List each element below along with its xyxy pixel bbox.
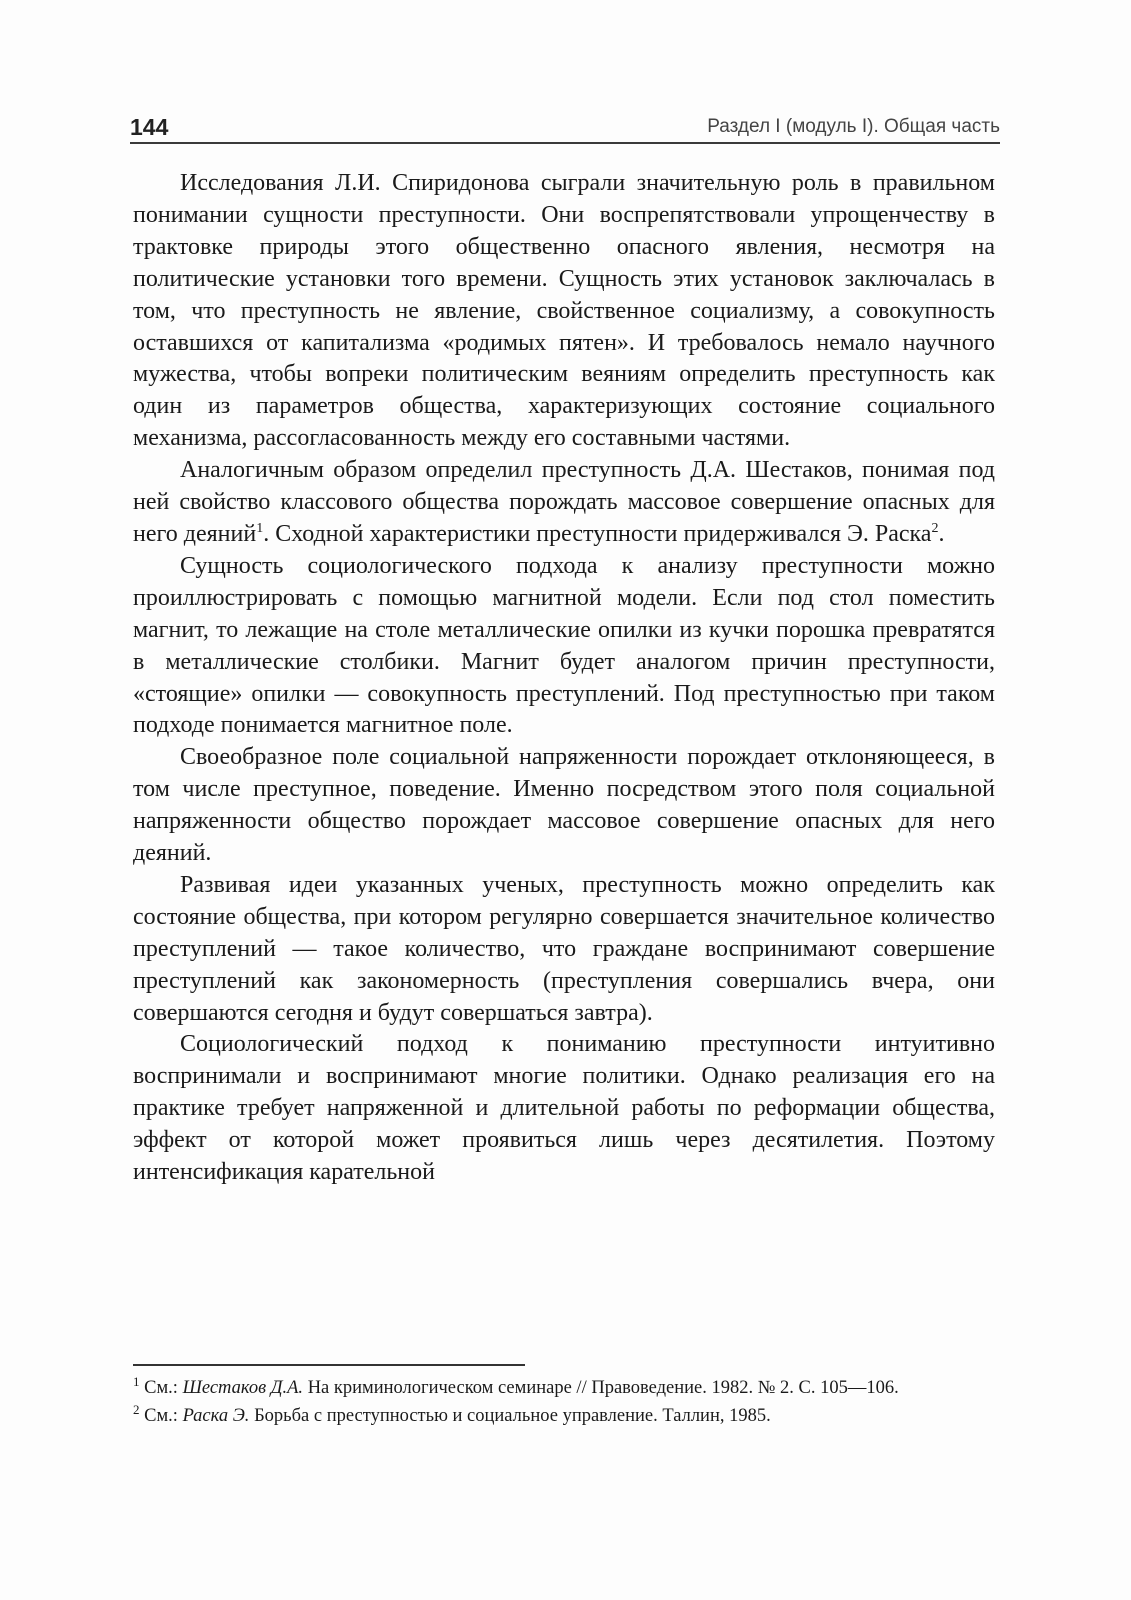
footnote-1-author: Шестаков Д.А. — [182, 1378, 304, 1398]
paragraph-4: Своеобразное поле социальной напряженности порождает отклоняющееся, в том числе преступное, поведение. Именно посредством этого поля социальной напряженности общество порождает массовое совершение опасных для него деяний. — [133, 744, 995, 867]
page-header — [130, 112, 1000, 144]
paragraph-2-text-a: Аналогичным образом определил преступность Д.А. Шестаков, понимая под ней свойство классового общества порождать массовое совершение опасных для него деяний — [133, 457, 995, 547]
paragraph-2-text-c: . — [938, 520, 945, 547]
paragraph-2 — [133, 455, 995, 551]
footnote-1-mark: 1 — [133, 1373, 140, 1389]
paragraph-3: Сущность социологического подхода к анализу преступности можно проиллюстрировать с помощью магнитной модели. Если под стол поместить магнит, то лежащие на столе металлические опилки из кучки порошка превратятся в металлические столбики. Магнит будет аналогом причин преступности, «стоящие» опилки — совокупность преступлений. Под преступностью при таком подходе понимается магнитное поле. — [133, 552, 995, 739]
paragraph-6: Социологический подход к пониманию преступности интуитивно воспринимали и воспринимают многие политики. Однако реализация его на практике требует напряженной и длительной работы по реформации общества, эффект от которой может проявиться лишь через десятилетия. Поэтому интенсификация карательной — [133, 1031, 995, 1186]
footnotes — [133, 1373, 995, 1432]
footnote-2 — [133, 1401, 995, 1428]
footnote-ref-2[interactable]: 2 — [931, 520, 939, 536]
footnote-2-mark: 2 — [133, 1401, 140, 1417]
footnote-2-text: Борьба с преступностью и социальное управление. Таллин, 1985. — [254, 1406, 771, 1426]
footnote-2-author: Раска Э. — [182, 1406, 250, 1426]
footnote-1-text: На криминологическом семинаре // Правоведение. 1982. № 2. С. 105—106. — [307, 1378, 899, 1398]
footnote-divider — [133, 1364, 525, 1366]
page-number: 144 — [130, 114, 169, 140]
paragraph-1: Исследования Л.И. Спиридонова сыграли значительную роль в правильном понимании сущности преступности. Они воспрепятствовали упрощенчеству в трактовке природы этого общественно опасного явления, несмотря на политические установки того времени. Сущность этих установок заключалась в том, что преступность не явление, свойственное социализму, а совокупность оставшихся от капитализма «родимых пятен». И требовалось немало научного мужества, чтобы вопреки политическим веяниям определить преступность как один из параметров общества, характеризующих состояние социального механизма, рассогласованность между его составными частями. — [133, 170, 995, 452]
paragraph-5: Развивая идеи указанных ученых, преступность можно определить как состояние общества, при котором регулярно совершается значительное количество преступлений — такое количество, что граждане воспринимают совершение преступлений как закономерность (преступления совершались вчера, они совершаются сегодня и будут совершаться завтра). — [133, 871, 995, 1026]
paragraph-2-text-b: . Сходной характеристики преступности придерживался Э. Раска — [263, 520, 932, 547]
footnote-2-prefix: См.: — [144, 1406, 178, 1426]
footnote-ref-1[interactable]: 1 — [256, 520, 264, 536]
running-head: Раздел I (модуль I). Общая часть — [707, 116, 1000, 137]
footnote-1 — [133, 1373, 995, 1400]
main-text — [133, 168, 995, 1189]
footnote-1-prefix: См.: — [144, 1378, 178, 1398]
